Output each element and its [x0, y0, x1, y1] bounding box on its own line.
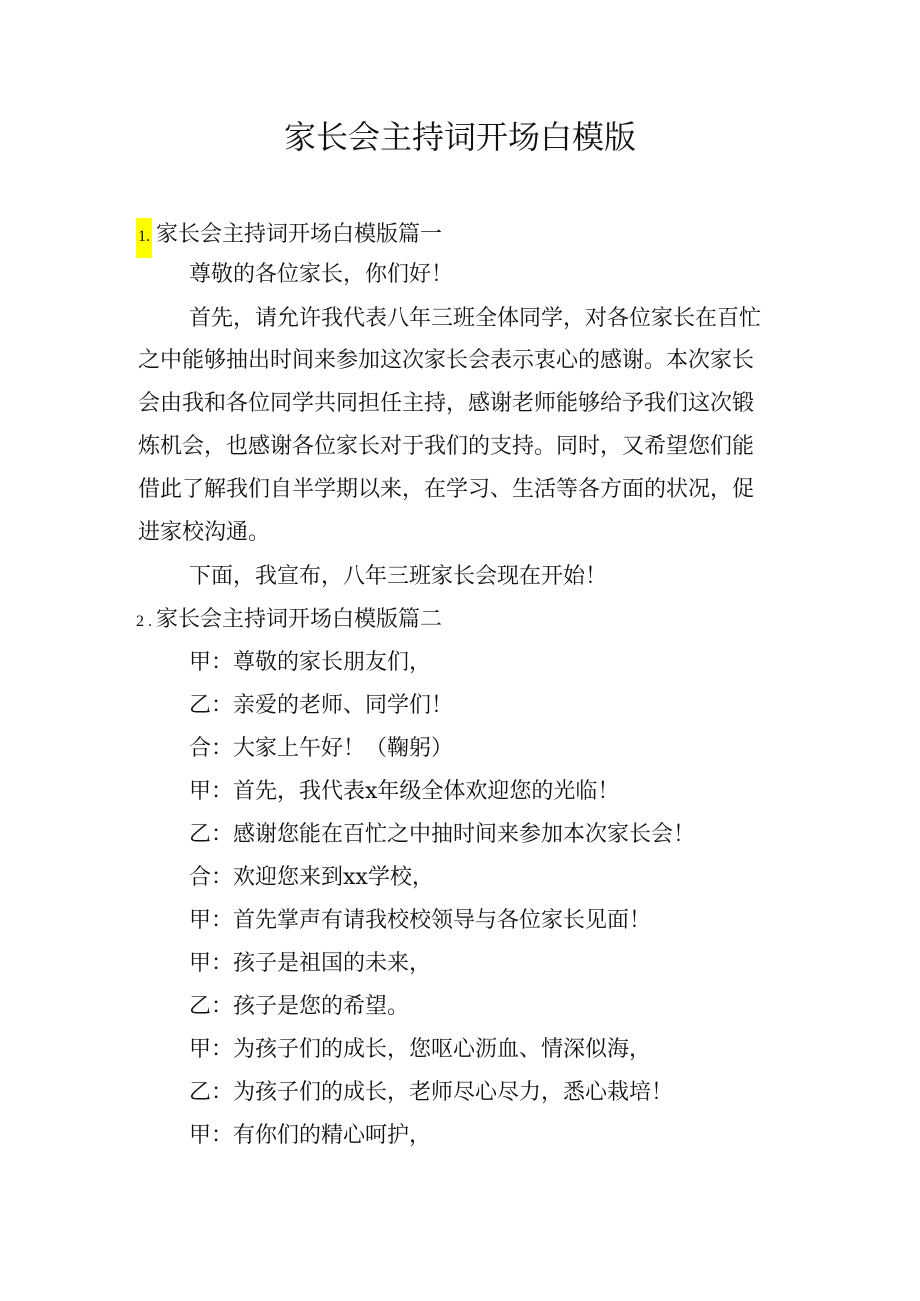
section-2-heading — [136, 605, 786, 637]
section-1-number: 1. — [136, 218, 152, 258]
dialogue-line: 乙：感谢您能在百忙之中抽时间来参加本次家长会！ — [189, 822, 696, 847]
dialogue-line: 合：大家上午好！（鞠躬） — [189, 736, 454, 761]
dialogue-line: 合：欢迎您来到xx学校， — [189, 865, 434, 890]
dialogue-line: 甲：有你们的精心呵护， — [189, 1123, 432, 1148]
paragraph-line: 会由我和各位同学共同担任主持，感谢老师能够给予我们这次锻 — [138, 391, 755, 416]
dialogue-line: 乙：为孩子们的成长，老师尽心尽力，悉心栽培！ — [189, 1080, 674, 1105]
section-2-heading-text: 家长会主持词开场白模版篇二 — [156, 607, 443, 632]
document-title: 家长会主持词开场白模版 — [283, 118, 636, 156]
dialogue-line: 甲：孩子是祖国的未来， — [189, 951, 432, 976]
paragraph-line: 之中能够抽出时间来参加这次家长会表示衷心的感谢。本次家长 — [138, 348, 755, 373]
dialogue-line: 乙：孩子是您的希望。 — [189, 994, 410, 1019]
section-1-heading — [136, 218, 786, 258]
paragraph-line: 炼机会，也感谢各位家长对于我们的支持。同时，又希望您们能 — [138, 434, 755, 459]
dialogue-line: 甲：尊敬的家长朋友们， — [189, 650, 432, 675]
dialogue-line: 甲：首先掌声有请我校校领导与各位家长见面！ — [189, 908, 652, 933]
dialogue-line: 甲：首先，我代表x年级全体欢迎您的光临！ — [189, 779, 620, 804]
section-2-number: 2 . — [136, 613, 152, 630]
dialogue-line: 乙：亲爱的老师、同学们！ — [189, 693, 454, 718]
paragraph-line: 首先，请允许我代表八年三班全体同学，对各位家长在百忙 — [189, 306, 762, 331]
announcement-line: 下面，我宣布，八年三班家长会现在开始！ — [189, 564, 608, 589]
paragraph-line: 借此了解我们自半学期以来，在学习、生活等各方面的状况，促 — [138, 477, 755, 502]
dialogue-line: 甲：为孩子们的成长，您呕心沥血、情深似海， — [189, 1037, 652, 1062]
paragraph-line: 进家校沟通。 — [138, 520, 271, 545]
section-1-heading-text: 家长会主持词开场白模版篇一 — [156, 222, 443, 247]
greeting-line: 尊敬的各位家长，你们好！ — [189, 262, 454, 287]
